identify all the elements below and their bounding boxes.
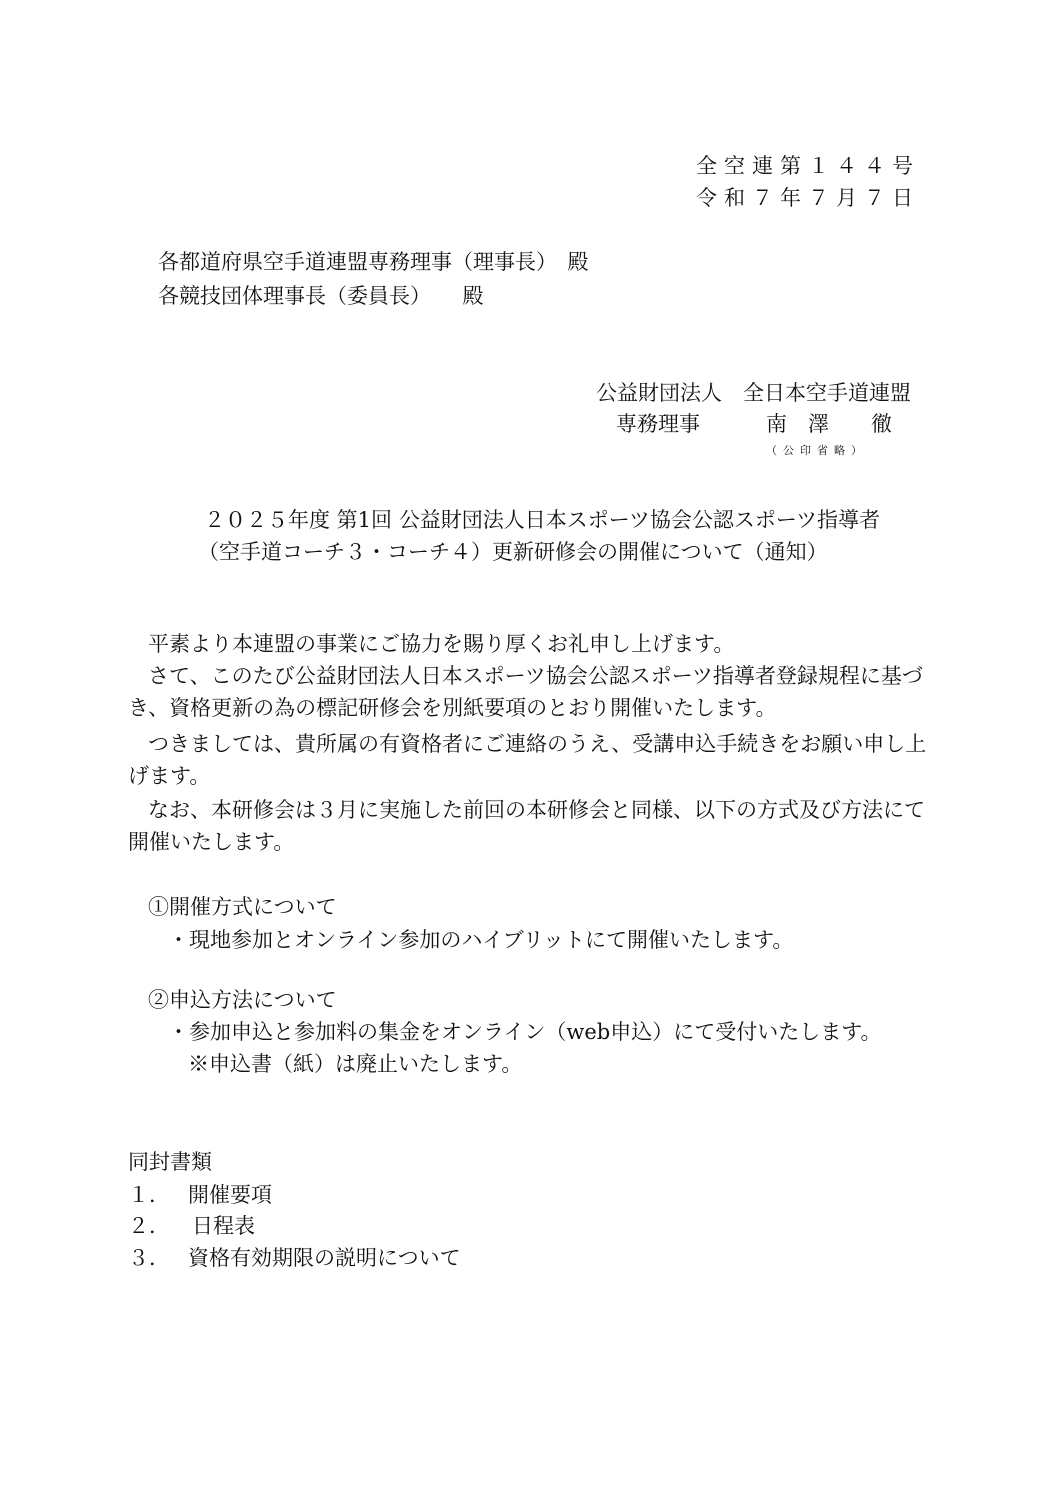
body-line: さて、このたび公益財団法人日本スポーツ協会公認スポーツ指導者登録規程に基づ <box>148 664 923 688</box>
section-item: ※申込書（紙）は廃止いたします。 <box>188 1052 523 1076</box>
body-line: つきましては、貴所属の有資格者にご連絡のうえ、受講申込手続きをお願い申し上 <box>148 732 927 756</box>
enclosures-heading: 同封書類 <box>128 1150 212 1174</box>
enclosure-label: 資格有効期限の説明について <box>188 1246 461 1270</box>
document-number: 全空連第１４４号 <box>696 154 920 178</box>
body-line: き、資格更新の為の標記研修会を別紙要項のとおり開催いたします。 <box>128 696 777 720</box>
section-item: ・現地参加とオンライン参加のハイブリットにて開催いたします。 <box>168 928 794 952</box>
body-line: 開催いたします。 <box>128 830 295 854</box>
section-heading: ①開催方式について <box>148 895 337 919</box>
sender-title: 専務理事 <box>616 412 700 436</box>
body-line: 平素より本連盟の事業にご協力を賜り厚くお礼申し上げます。 <box>148 632 735 656</box>
body-line: なお、本研修会は３月に実施した前回の本研修会と同様、以下の方式及び方法にて <box>148 798 925 822</box>
document-date: 令和７年７月７日 <box>696 186 920 210</box>
body-line: げます。 <box>128 764 211 788</box>
notice-title-line: （空手道コーチ３・コーチ４）更新研修会の開催について（通知） <box>198 540 828 564</box>
addressee-line: 各都道府県空手道連盟専務理事（理事長） 殿 <box>158 250 589 274</box>
sender-organization: 公益財団法人 全日本空手道連盟 <box>596 381 911 405</box>
section-heading: ②申込方法について <box>148 988 337 1012</box>
addressee-line: 各競技団体理事長（委員長） 殿 <box>158 284 484 308</box>
sender-name: 南 澤 徹 <box>766 412 892 436</box>
seal-omitted-note: （公印省略） <box>766 444 868 457</box>
section-item: ・参加申込と参加料の集金をオンライン（web申込）にて受付いたします。 <box>168 1020 882 1044</box>
enclosure-label: 日程表 <box>192 1214 255 1238</box>
notice-title-line: ２０２５年度 第1回 公益財団法人日本スポーツ協会公認スポーツ指導者 <box>204 508 881 532</box>
enclosure-label: 開催要項 <box>188 1183 272 1207</box>
enclosure-number: ２． <box>128 1214 170 1238</box>
enclosure-number: ３． <box>128 1246 170 1270</box>
enclosure-number: １． <box>128 1183 170 1207</box>
